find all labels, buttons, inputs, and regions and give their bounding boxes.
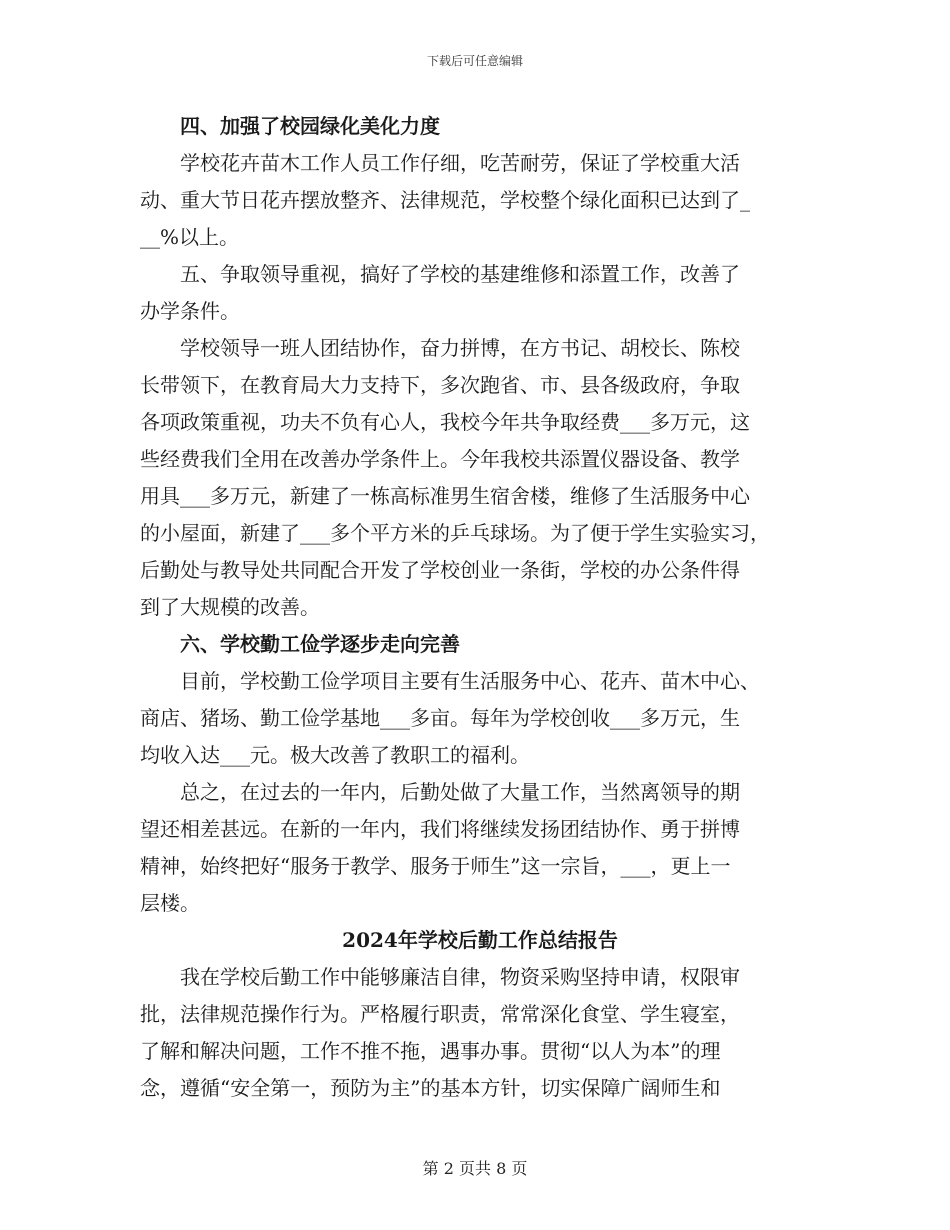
text-line: __%以上。	[140, 225, 240, 249]
text-line: 学校花卉苗木工作人员工作仔细，吃苦耐劳，保证了学校重大活	[180, 151, 740, 175]
text-line: 目前，学校勤工俭学项目主要有生活服务中心、花卉、苗木中心、	[180, 669, 760, 693]
text-line: 到了大规模的改善。	[140, 595, 320, 619]
section-heading	[140, 626, 820, 663]
text-line: 精神，始终把好“服务于教学、服务于师生”这一宗旨，___，更上一	[140, 854, 731, 878]
text-line: 四、加强了校园绿化美化力度	[180, 114, 440, 138]
text-line: 长带领下，在教育局大力支持下，多次跑省、市、县各级政府，争取	[140, 373, 740, 397]
text-line: 各项政策重视，功夫不负有心人，我校今年共争取经费___多万元，这	[140, 410, 750, 434]
text-line: 的小屋面，新建了___多个平方米的乒乓球场。为了便于学生实验实习，	[140, 521, 770, 545]
text-line: 办学条件。	[140, 299, 240, 323]
text-line: 五、争取领导重视，搞好了学校的基建维修和添置工作，改善了	[180, 262, 740, 286]
text-line: 六、学校勤工俭学逐步走向完善	[180, 632, 460, 656]
text-line: 学校领导一班人团结协作，奋力拼博，在方书记、胡校长、陈校	[180, 336, 740, 360]
text-line: 总之，在过去的一年内，后勤处做了大量工作，当然离领导的期	[180, 780, 740, 804]
paragraph	[140, 330, 820, 626]
document-body	[140, 108, 820, 1107]
text-line: 念，遵循“安全第一，预防为主”的基本方针，切实保障广阔师生和	[140, 1076, 721, 1100]
text-line: 批，法律规范操作行为。严格履行职责，常常深化食堂、学生寝室，	[140, 1002, 740, 1026]
text-line: 我在学校后勤工作中能够廉洁自律，物资采购坚持申请，权限审	[180, 965, 740, 989]
text-line: 动、重大节日花卉摆放整齐、法律规范，学校整个绿化面积已达到了_	[140, 188, 750, 212]
document-title	[140, 922, 820, 959]
text-line: 了解和解决问题，工作不推不拖，遇事办事。贯彻“以人为本”的理	[140, 1039, 721, 1063]
paragraph	[140, 663, 820, 774]
page-header: 下载后可任意编辑	[426, 54, 523, 68]
text-line: 用具___多万元，新建了一栋高标准男生宿舍楼，维修了生活服务中心	[140, 484, 750, 508]
section-heading	[140, 108, 820, 145]
page-footer: 第 2 页共 8 页	[422, 1159, 528, 1178]
text-line: 望还相差甚远。在新的一年内，我们将继续发扬团结协作、勇于拼博	[140, 817, 740, 841]
text-line: 层楼。	[140, 891, 200, 915]
text-line: 商店、猪场、勤工俭学基地___多亩。每年为学校创收___多万元，生	[140, 706, 740, 730]
paragraph	[140, 959, 820, 1107]
paragraph	[140, 774, 820, 922]
text-line: 2024年学校后勤工作总结报告	[342, 928, 618, 952]
text-line: 后勤处与教导处共同配合开发了学校创业一条街，学校的办公条件得	[140, 558, 740, 582]
text-line: 些经费我们全用在改善办学条件上。今年我校共添置仪器设备、教学	[140, 447, 740, 471]
paragraph	[140, 256, 820, 330]
paragraph	[140, 145, 820, 256]
text-line: 均收入达___元。极大改善了教职工的福利。	[140, 743, 530, 767]
